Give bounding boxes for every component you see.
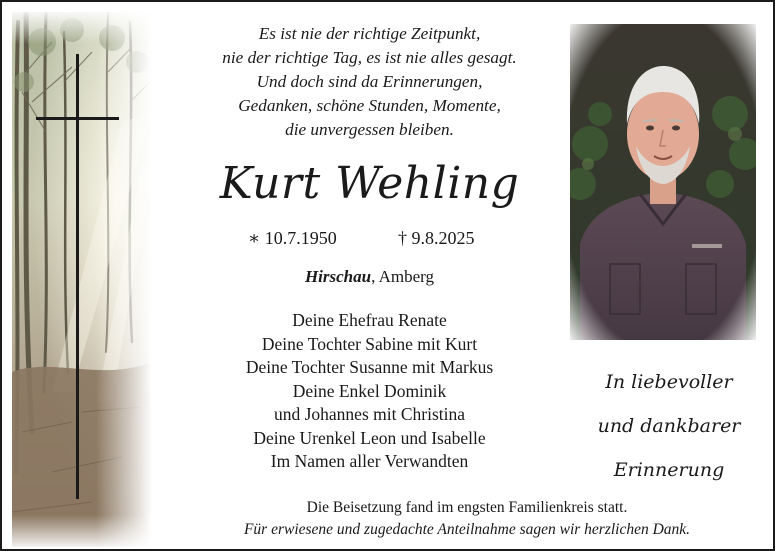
burial-note: Die Beisetzung fand im engsten Familienkreis statt.: [306, 499, 628, 516]
death-date: † 9.8.2025: [398, 228, 475, 248]
remembrance-text: [574, 360, 764, 492]
deceased-name: Kurt Wehling: [219, 158, 520, 209]
poem-line: die unvergessen bleiben.: [285, 120, 454, 139]
remembrance-line: In liebevoller: [605, 371, 733, 393]
birth-date: ∗ 10.7.1950: [248, 228, 337, 248]
residence-city: Hirschau: [304, 267, 372, 286]
portrait-photo: [570, 24, 756, 340]
mourner-line: Deine Enkel Dominik: [292, 380, 447, 401]
poem-line: Es ist nie der richtige Zeitpunkt,: [258, 24, 481, 43]
forest-with-cross-image: [12, 12, 152, 547]
mourner-line: Deine Urenkel Leon und Isabelle: [253, 427, 486, 448]
remembrance-line: Erinnerung: [613, 459, 725, 481]
mourner-line: Im Namen aller Verwandten: [270, 451, 469, 471]
poem-line: Und doch sind da Erinnerungen,: [256, 72, 483, 91]
remembrance-line: und dankbarer: [597, 415, 741, 437]
residence-region: , Amberg: [371, 267, 435, 286]
residence: [172, 265, 567, 289]
mourner-line: Deine Tochter Sabine mit Kurt: [261, 333, 478, 354]
mourner-line: und Johannes mit Christina: [273, 404, 466, 424]
poem-line: Gedanken, schöne Stunden, Momente,: [238, 96, 501, 115]
poem-line: nie der richtige Tag, es ist nie alles gesagt.: [222, 48, 517, 67]
mourners-list: [172, 309, 567, 474]
mourner-line: Deine Ehefrau Renate: [292, 310, 447, 330]
memorial-poem: [172, 22, 567, 142]
mourner-line: Deine Tochter Susanne mit Markus: [245, 357, 494, 377]
thanks-note: Für erwiesene und zugedachte Anteilnahme sagen wir herzlichen Dank.: [243, 521, 691, 538]
